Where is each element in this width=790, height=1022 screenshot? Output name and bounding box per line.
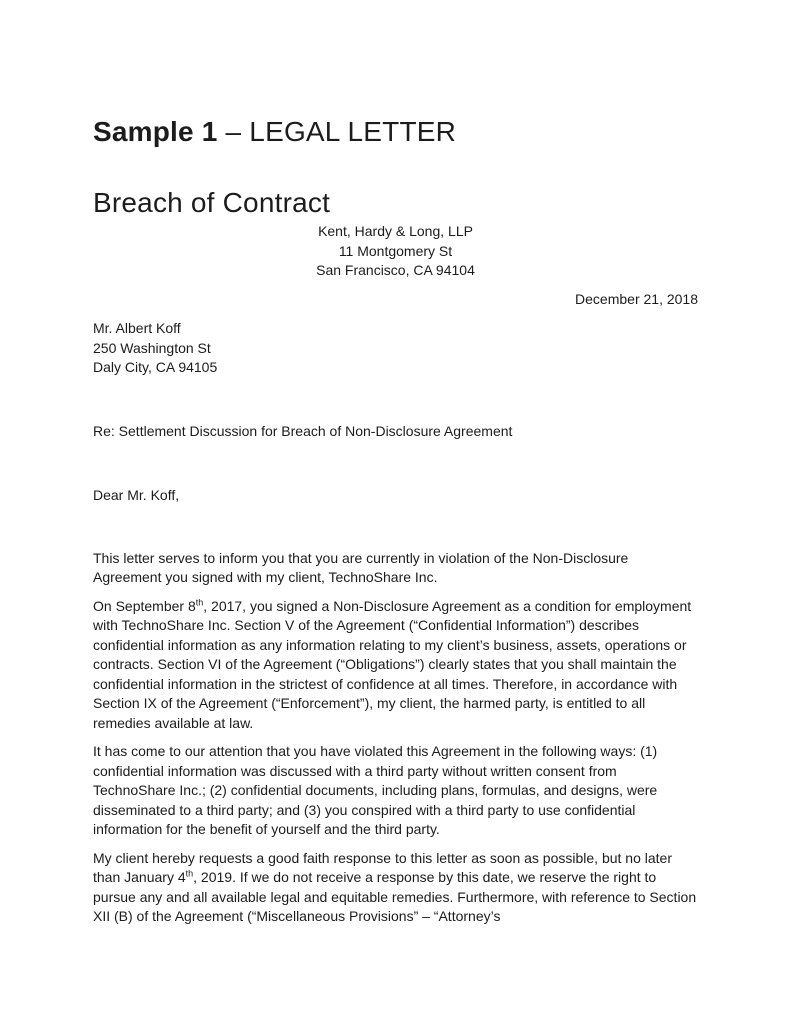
ordinal-superscript: th (185, 868, 194, 879)
sender-street: 11 Montgomery St (338, 242, 453, 259)
sender-firm-name: Kent, Hardy & Long, LLP (318, 223, 473, 239)
ordinal-superscript: th (195, 596, 204, 607)
paragraph-agreement-terms-start: On September 8 (93, 597, 196, 614)
recipient-street: 250 Washington St (93, 339, 211, 356)
recipient-address-block (93, 319, 698, 378)
recipient-city: Daly City, CA 94105 (93, 359, 218, 375)
paragraph-response-request-start: My client hereby requests a good faith response to this letter as soon as possible, but no later than January 4 (93, 849, 672, 885)
recipient-name: Mr. Albert Koff (93, 320, 181, 336)
subject-line: Re: Settlement Discussion for Breach of Non-Disclosure Agreement (93, 422, 513, 439)
document-title-sample-label: Sample 1 (93, 116, 218, 147)
paragraph-violations-list: It has come to our attention that you have violated this Agreement in the following ways: (1) confidential information was discussed with a third party without written consent from TechnoShare Inc.; (2) confidential documents, including plans, formulas, and designs, were disseminated to a third party; and (3) you conspired with a third party to use confidential information for the benefit of yourself and the third party. (93, 743, 658, 837)
sender-city: San Francisco, CA 94104 (316, 262, 475, 278)
paragraph-response-request (93, 849, 698, 927)
document-title-suffix: – LEGAL LETTER (217, 116, 457, 147)
letter-date: December 21, 2018 (575, 290, 698, 307)
paragraph-response-request-rest: , 2019. If we do not receive a response by this date, we reserve the right to pursue any and all available legal and equitable remedies. Furthermore, with reference to Section XII (B) of the Agreement (“Miscellaneous Provisions” – “Attorney’s (93, 869, 697, 924)
salutation: Dear Mr. Koff, (93, 487, 180, 503)
sender-address-block (93, 222, 698, 281)
paragraph-agreement-terms (93, 597, 698, 734)
paragraph-violation-notice: This letter serves to inform you that you are currently in violation of the Non-Disclosure Agreement you signed with my client, TechnoShare Inc. (93, 549, 629, 585)
document-title (93, 115, 698, 148)
paragraph-agreement-terms-rest: , 2017, you signed a Non-Disclosure Agreement as a condition for employment with TechnoShare Inc. Section V of the Agreement (“Confidential Information”) describes confidential information as any information relating to my client’s business, assets, operations or contracts. Section VI of the Agreement (“Obligations”) clearly states that you shall maintain the confidential information in the strictest of confidence at all times. Therefore, in accordance with Section IX of the Agreement (“Enforcement”), my client, the harmed party, is entitled to all remedies available at law. (93, 597, 692, 731)
letter-heading: Breach of Contract (93, 187, 331, 218)
